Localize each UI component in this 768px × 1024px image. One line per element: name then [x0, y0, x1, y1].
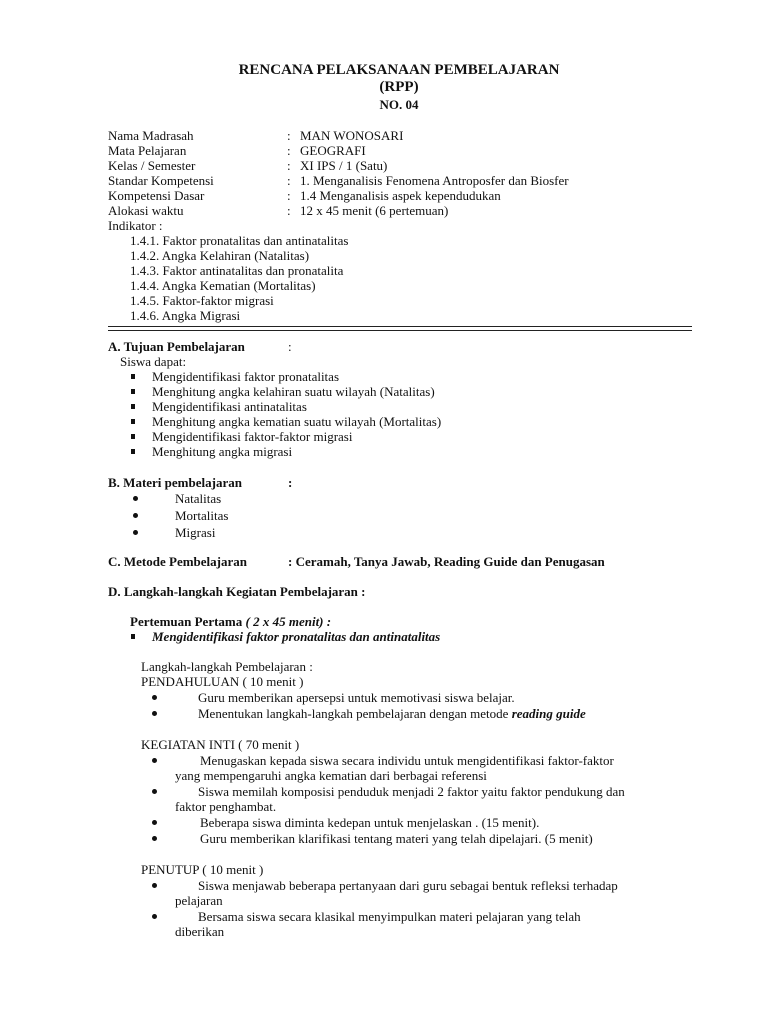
penutup-heading: PENUTUP ( 10 menit )	[141, 862, 264, 877]
section-d-heading: D. Langkah-langkah Kegiatan Pembelajaran :	[108, 584, 366, 599]
penutup-item-continuation: pelajaran	[175, 893, 223, 908]
label-kelas-semester: Kelas / Semester	[108, 158, 196, 173]
colon: :	[287, 128, 291, 143]
square-bullet-icon	[131, 389, 135, 394]
materi-item: Mortalitas	[175, 508, 229, 523]
inti-item: Siswa memilah komposisi penduduk menjadi 2 faktor yaitu faktor pendukung dan	[198, 784, 625, 799]
pendahuluan-item: Guru memberikan apersepsi untuk memotivasi siswa belajar.	[198, 690, 515, 705]
indikator-item: 1.4.2. Angka Kelahiran (Natalitas)	[130, 248, 310, 263]
colon: :	[287, 158, 291, 173]
colon: :	[288, 475, 293, 490]
section-a-intro: Siswa dapat:	[120, 354, 187, 369]
indikator-item: 1.4.1. Faktor pronatalitas dan antinatalitas	[130, 233, 349, 248]
square-bullet-icon	[131, 374, 135, 379]
indikator-item: 1.4.3. Faktor antinatalitas dan pronatalita	[130, 263, 344, 278]
round-bullet-icon	[133, 530, 138, 535]
round-bullet-icon	[152, 758, 157, 763]
indikator-item: 1.4.4. Angka Kematian (Mortalitas)	[130, 278, 316, 293]
document-number: NO. 04	[379, 97, 419, 112]
section-c-heading: C. Metode Pembelajaran	[108, 554, 247, 569]
square-bullet-icon	[131, 404, 135, 409]
round-bullet-icon	[133, 513, 138, 518]
penutup-item-continuation: diberikan	[175, 924, 225, 939]
value-nama-madrasah: MAN WONOSARI	[300, 128, 404, 143]
square-bullet-icon	[131, 634, 135, 639]
double-divider	[108, 326, 692, 331]
label-mata-pelajaran: Mata Pelajaran	[108, 143, 187, 158]
meeting-label-text: Pertemuan Pertama	[130, 614, 243, 629]
meeting-duration: ( 2 x 45 menit) :	[245, 614, 332, 629]
pendahuluan-item	[198, 706, 586, 721]
round-bullet-icon	[133, 496, 138, 501]
document-subtitle: (RPP)	[379, 79, 419, 95]
method-reading-guide: reading guide	[511, 706, 586, 721]
tujuan-item: Mengidentifikasi antinatalitas	[152, 399, 307, 414]
value-kompetensi-dasar: 1.4 Menganalisis aspek kependudukan	[300, 188, 501, 203]
tujuan-item: Mengidentifikasi faktor-faktor migrasi	[152, 429, 353, 444]
materi-item: Natalitas	[175, 491, 222, 506]
label-alokasi-waktu: Alokasi waktu	[108, 203, 184, 218]
inti-item: Beberapa siswa diminta kedepan untuk menjelaskan . (15 menit).	[200, 815, 540, 830]
round-bullet-icon	[152, 883, 157, 888]
indikator-item: 1.4.6. Angka Migrasi	[130, 308, 241, 323]
colon: :	[288, 339, 292, 354]
indikator-item: 1.4.5. Faktor-faktor migrasi	[130, 293, 274, 308]
round-bullet-icon	[152, 711, 157, 716]
meeting-topic: Mengidentifikasi faktor pronatalitas dan antinatalitas	[152, 629, 441, 644]
label-nama-madrasah: Nama Madrasah	[108, 128, 194, 143]
inti-item: Menugaskan kepada siswa secara individu untuk mengidentifikasi faktor-faktor	[200, 753, 614, 768]
section-c-value: : Ceramah, Tanya Jawab, Reading Guide dan Penugasan	[288, 554, 605, 569]
materi-item: Migrasi	[175, 525, 216, 540]
meeting-label	[130, 614, 331, 629]
value-kelas-semester: XI IPS / 1 (Satu)	[300, 158, 388, 173]
penutup-item: Siswa menjawab beberapa pertanyaan dari guru sebagai bentuk refleksi terhadap	[198, 878, 618, 893]
inti-item-continuation: yang mempengaruhi angka kematian dari berbagai referensi	[175, 768, 487, 783]
value-alokasi-waktu: 12 x 45 menit (6 pertemuan)	[300, 203, 449, 218]
square-bullet-icon	[131, 449, 135, 454]
colon: :	[287, 143, 291, 158]
pendahuluan-item-text: Menentukan langkah-langkah pembelajaran dengan metode	[198, 706, 509, 721]
penutup-item: Bersama siswa secara klasikal menyimpulkan materi pelajaran yang telah	[198, 909, 581, 924]
tujuan-item: Menghitung angka migrasi	[152, 444, 293, 459]
steps-label: Langkah-langkah Pembelajaran :	[141, 659, 313, 674]
tujuan-item: Mengidentifikasi faktor pronatalitas	[152, 369, 340, 384]
section-b-heading: B. Materi pembelajaran	[108, 475, 242, 490]
colon: :	[287, 173, 291, 188]
label-standar-kompetensi: Standar Kompetensi	[108, 173, 214, 188]
section-a-heading: A. Tujuan Pembelajaran	[108, 339, 245, 354]
round-bullet-icon	[152, 914, 157, 919]
round-bullet-icon	[152, 820, 157, 825]
round-bullet-icon	[152, 789, 157, 794]
tujuan-item: Menghitung angka kelahiran suatu wilayah (Natalitas)	[152, 384, 435, 399]
value-standar-kompetensi: 1. Menganalisis Fenomena Antroposfer dan Biosfer	[300, 173, 569, 188]
inti-item-continuation: faktor penghambat.	[175, 799, 277, 814]
colon: :	[287, 188, 291, 203]
round-bullet-icon	[152, 695, 157, 700]
pendahuluan-heading: PENDAHULUAN ( 10 menit )	[141, 674, 304, 689]
label-kompetensi-dasar: Kompetensi Dasar	[108, 188, 205, 203]
value-mata-pelajaran: GEOGRAFI	[300, 143, 366, 158]
inti-heading: KEGIATAN INTI ( 70 menit )	[141, 737, 300, 752]
inti-item: Guru memberikan klarifikasi tentang materi yang telah dipelajari. (5 menit)	[200, 831, 593, 846]
indikator-label: Indikator :	[108, 218, 163, 233]
square-bullet-icon	[131, 434, 135, 439]
colon: :	[287, 203, 291, 218]
square-bullet-icon	[131, 419, 135, 424]
round-bullet-icon	[152, 836, 157, 841]
tujuan-item: Menghitung angka kematian suatu wilayah (Mortalitas)	[152, 414, 442, 429]
document-title: RENCANA PELAKSANAAN PEMBELAJARAN	[238, 62, 560, 78]
